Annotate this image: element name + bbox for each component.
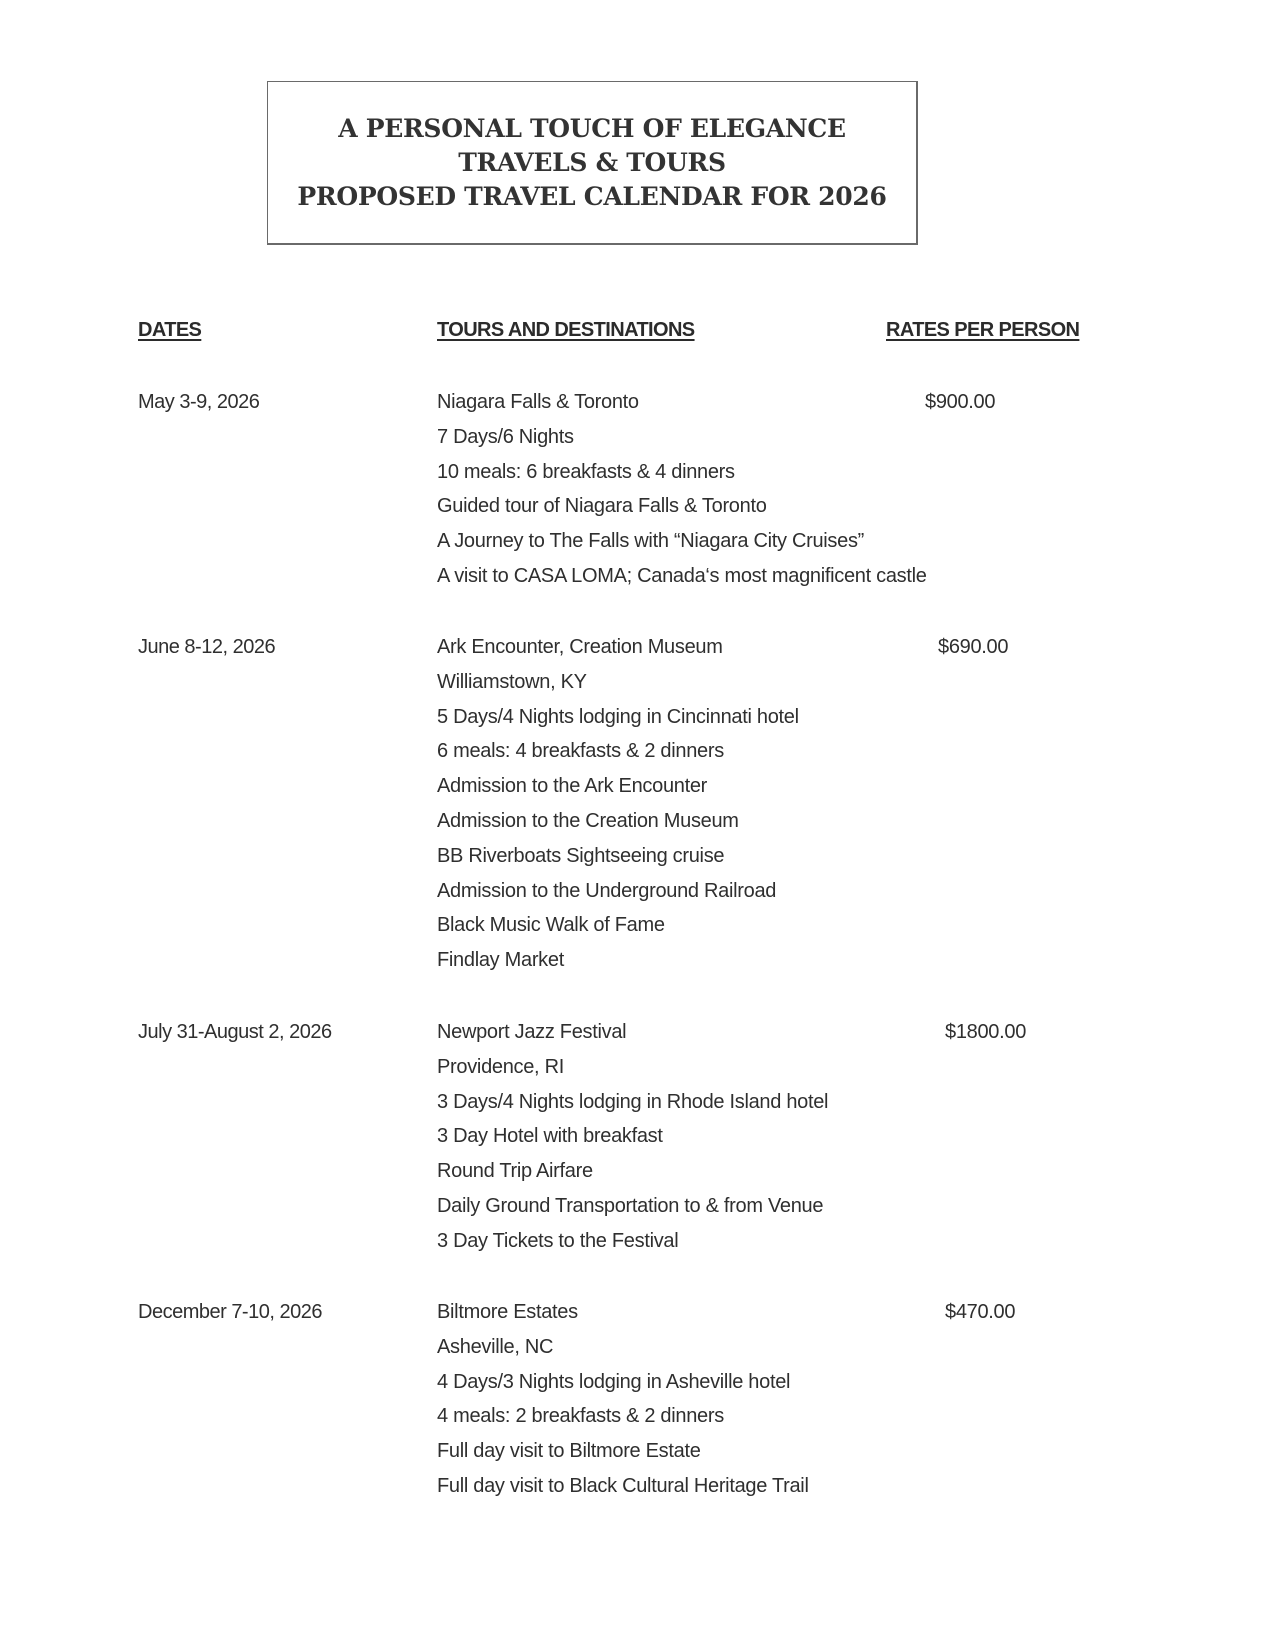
trip-details [437,630,799,978]
trip-rate: $690.00 [938,636,1009,658]
trip-detail-line: Admission to the Ark Encounter [437,775,708,798]
trip-rate: $1800.00 [945,1021,1027,1043]
trip-detail-line: Providence, RI [437,1055,564,1078]
trip-date: July 31-August 2, 2026 [138,1021,332,1043]
trip-destination: Newport Jazz Festival [437,1021,627,1043]
column-header-dates: DATES [138,319,202,341]
trip-details [437,385,927,594]
trip-details [437,1295,809,1504]
trip-detail-line: 3 Day Hotel with breakfast [437,1125,663,1148]
trip-detail-line: 6 meals: 4 breakfasts & 2 dinners [437,740,724,763]
document-title: PROPOSED TRAVEL CALENDAR FOR 2026 [297,181,887,211]
trip-detail-line: Williamstown, KY [437,670,587,693]
trip-destination: Biltmore Estates [437,1301,578,1323]
trip-detail-line: Admission to the Creation Museum [437,809,739,832]
trip-detail-line: Findlay Market [437,949,564,972]
column-header-rates: RATES PER PERSON [886,319,1080,341]
trip-destination: Niagara Falls & Toronto [437,391,639,413]
trip-detail-line: 5 Days/4 Nights lodging in Cincinnati hotel [437,705,799,728]
trip-detail-line: A Journey to The Falls with “Niagara City Cruises” [437,530,865,553]
trip-detail-line: 3 Days/4 Nights lodging in Rhode Island hotel [437,1090,829,1113]
trip-detail-line: Full day visit to Black Cultural Heritage Trail [437,1474,809,1497]
column-header-tours: TOURS AND DESTINATIONS [437,319,695,341]
trip-destination: Ark Encounter, Creation Museum [437,636,723,658]
trip-detail-line: Asheville, NC [437,1335,554,1358]
trip-detail-line: A visit to CASA LOMA; Canada‘s most magnificent castle [437,564,927,587]
trip-detail-line: 3 Day Tickets to the Festival [437,1229,679,1252]
trip-date: December 7-10, 2026 [138,1301,322,1323]
title-box [267,81,918,245]
trip-detail-line: Full day visit to Biltmore Estate [437,1440,701,1463]
trip-detail-line: Admission to the Underground Railroad [437,879,777,902]
trip-detail-line: Round Trip Airfare [437,1160,593,1183]
trip-detail-line: 10 meals: 6 breakfasts & 4 dinners [437,460,735,483]
trip-detail-line: Black Music Walk of Fame [437,914,665,937]
trip-date: June 8-12, 2026 [138,636,276,658]
trip-rate: $900.00 [925,391,996,413]
trip-detail-line: 4 Days/3 Nights lodging in Asheville hotel [437,1370,791,1393]
trip-date: May 3-9, 2026 [138,391,260,413]
company-subtitle: TRAVELS & TOURS [458,147,726,177]
trip-detail-line: 4 meals: 2 breakfasts & 2 dinners [437,1405,724,1428]
trip-detail-line: 7 Days/6 Nights [437,425,574,448]
company-name: A PERSONAL TOUCH OF ELEGANCE [338,113,846,143]
trip-detail-line: Guided tour of Niagara Falls & Toronto [437,495,767,518]
trip-detail-line: Daily Ground Transportation to & from Venue [437,1194,824,1217]
trip-rate: $470.00 [945,1301,1016,1323]
trip-details [437,1015,828,1259]
trip-detail-line: BB Riverboats Sightseeing cruise [437,844,725,867]
